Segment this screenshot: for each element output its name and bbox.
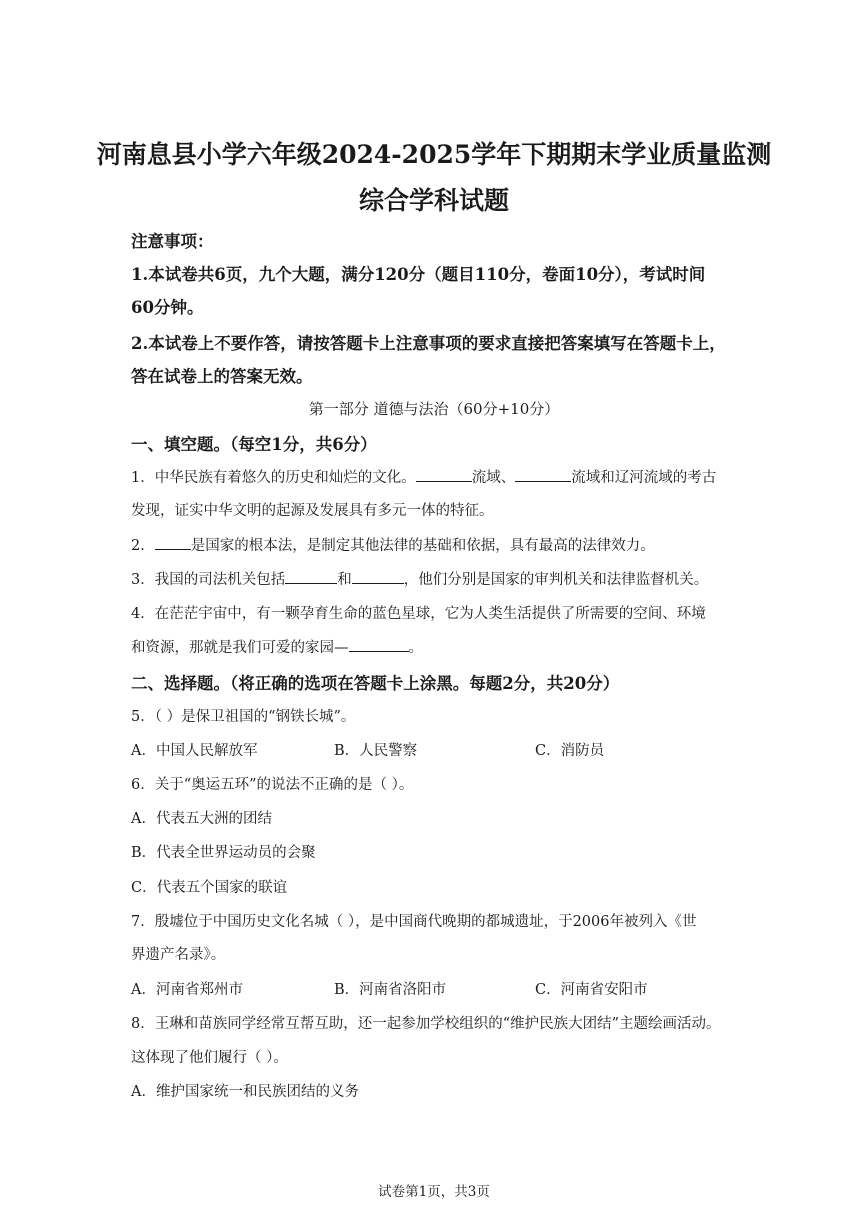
notice-item-1: 1.本试卷共6页，九个大题，满分120分（题目110分，卷面10分），考试时间 (131, 265, 706, 284)
question-1 (131, 466, 716, 487)
question-7-option-c: C．河南省安阳市 (535, 982, 648, 998)
question-4-text-b: 。 (408, 640, 423, 656)
answer-blank (155, 535, 191, 550)
notice-heading: 注意事项： (131, 232, 214, 251)
question-8-option-a: A．维护国家统一和民族团结的义务 (131, 1084, 359, 1100)
question-7: 7．殷墟位于中国历史文化名城（ ），是中国商代晚期的都城遗址，于2006年被列入《世 (131, 914, 697, 930)
answer-blank (416, 467, 472, 482)
exam-title-line2: 综合学科试题 (358, 186, 509, 215)
question-3-text-b: 和 (337, 572, 352, 588)
question-6: 6．关于“奥运五环”的说法不正确的是（ ）。 (131, 777, 414, 793)
question-3-text-c: ，他们分别是国家的审判机关和法律监督机关。 (403, 572, 709, 588)
question-4-cont (131, 636, 423, 657)
question-5-option-a: A．中国人民解放军 (131, 743, 258, 759)
question-1-text-b: 流域、 (471, 470, 516, 486)
question-4-text-a: 和资源，那就是我们可爱的家园— (131, 640, 349, 656)
question-2-text: 是国家的根本法，是制定其他法律的基础和依据，具有最高的法律效力。 (190, 538, 655, 554)
question-7-option-b: B．河南省洛阳市 (334, 982, 447, 998)
answer-blank (349, 637, 409, 652)
exam-title-line1: 河南息县小学六年级2024-2025学年下期期末学业质量监测 (96, 140, 772, 169)
question-1-cont: 发现，证实中华文明的起源及发展具有多元一体的特征。 (131, 503, 494, 519)
answer-blank (515, 467, 571, 482)
question-5-option-c: C．消防员 (535, 743, 605, 759)
question-2 (131, 534, 655, 555)
section2-heading: 二、选择题。（将正确的选项在答题卡上涂黑。每题2分，共20分） (131, 674, 620, 693)
question-6-option-a: A．代表五大洲的团结 (131, 811, 272, 827)
question-3-text-a: 3．我国的司法机关包括 (131, 572, 286, 588)
question-7-cont: 界遗产名录》。 (131, 947, 226, 963)
question-6-option-c: C．代表五个国家的联谊 (131, 880, 288, 896)
notice-item-1-cont: 60分钟。 (131, 298, 204, 317)
question-2-number: 2． (131, 538, 155, 554)
notice-item-2: 2.本试卷上不要作答，请按答题卡上注意事项的要求直接把答案填写在答题卡上， (131, 334, 726, 353)
part1-heading: 第一部分 道德与法治（60分+10分） (308, 400, 560, 418)
question-5-option-b: B．人民警察 (334, 743, 418, 759)
question-1-text-c: 流域和辽河流域的考古 (571, 470, 717, 486)
question-7-option-a: A．河南省郑州市 (131, 982, 243, 998)
answer-blank (285, 569, 337, 584)
question-8-cont: 这体现了他们履行（ ）。 (131, 1050, 288, 1066)
question-1-text-a: 1．中华民族有着悠久的历史和灿烂的文化。 (131, 470, 416, 486)
question-8: 8．王琳和苗族同学经常互帮互助，还一起参加学校组织的“维护民族大团结”主题绘画活动。 (131, 1016, 721, 1032)
answer-blank (352, 569, 404, 584)
question-3 (131, 568, 708, 589)
question-6-option-b: B．代表全世界运动员的会聚 (131, 845, 316, 861)
question-5: 5．（ ）是保卫祖国的“钢铁长城”。 (131, 709, 356, 725)
page-footer: 试卷第1页，共3页 (378, 1184, 490, 1200)
question-4: 4．在茫茫宇宙中，有一颗孕育生命的蓝色星球，它为人类生活提供了所需要的空间、环境 (131, 606, 706, 622)
notice-item-2-cont: 答在试卷上的答案无效。 (131, 367, 313, 386)
section1-heading: 一、填空题。（每空1分，共6分） (131, 435, 377, 454)
